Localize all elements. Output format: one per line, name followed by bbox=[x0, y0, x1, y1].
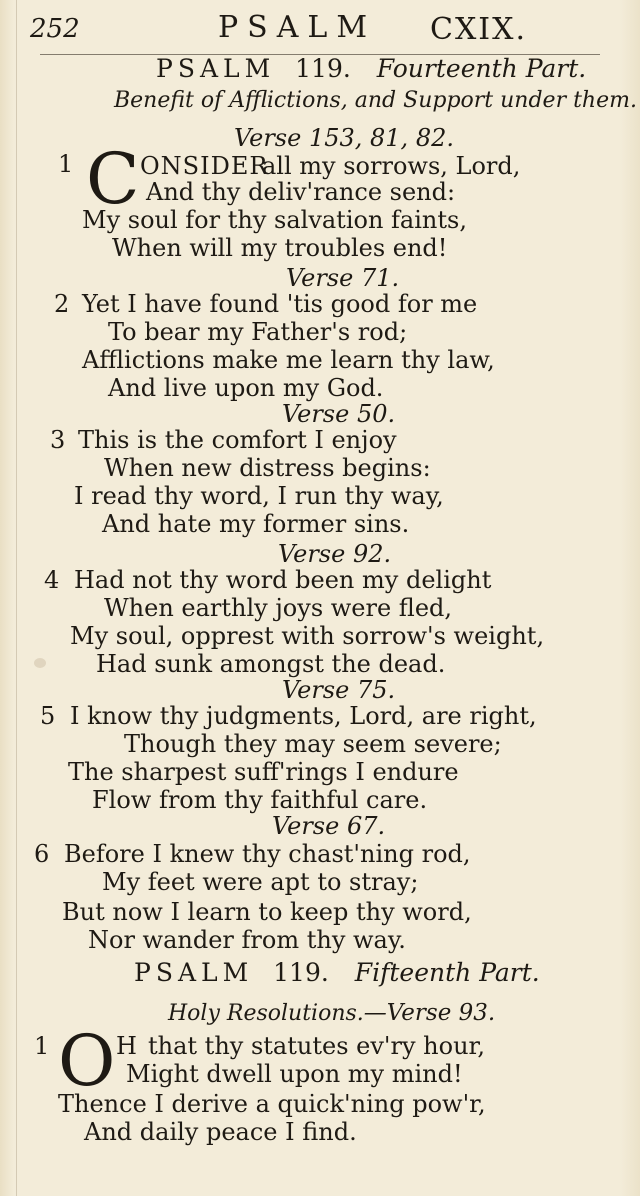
section-heading bbox=[156, 54, 586, 83]
gutter-shadow bbox=[16, 0, 17, 1196]
verse-line: Before I knew thy chast'ning rod, bbox=[64, 840, 471, 868]
stanza-number: 1 bbox=[34, 1032, 50, 1060]
stanza-number: 3 bbox=[50, 426, 66, 454]
stanza-number: 1 bbox=[58, 150, 74, 178]
verse-line: Nor wander from thy way. bbox=[88, 926, 406, 954]
verse-line: And daily peace I find. bbox=[84, 1118, 357, 1146]
verse-line: I know thy judgments, Lord, are right, bbox=[70, 702, 537, 730]
verse-line: My soul for thy salvation faints, bbox=[82, 206, 467, 234]
verse-line: Afflictions make me learn thy law, bbox=[82, 346, 495, 374]
verse-line: that thy statutes ev'ry hour, bbox=[148, 1032, 485, 1060]
verse-line: Had sunk amongst the dead. bbox=[96, 650, 446, 678]
stanza-number: 5 bbox=[40, 702, 56, 730]
stanza-number: 6 bbox=[34, 840, 50, 868]
drop-capital: C bbox=[86, 138, 140, 220]
stanza-4 bbox=[34, 566, 624, 686]
verse-line: And thy deliv'rance send: bbox=[146, 178, 456, 206]
verse-line: The sharpest suff'rings I endure bbox=[68, 758, 459, 786]
verse-reference: Verse 50. bbox=[282, 400, 396, 428]
psalm-numeral: CXIX. bbox=[430, 12, 528, 47]
verse-line: My soul, opprest with sorrow's weight, bbox=[70, 622, 545, 650]
verse-line: I read thy word, I run thy way, bbox=[74, 482, 444, 510]
verse-reference: Verse 153, 81, 82. bbox=[234, 124, 454, 152]
verse-reference: Verse 67. bbox=[272, 812, 386, 840]
heading-psalm: PSALM bbox=[156, 54, 276, 83]
verse-line: To bear my Father's rod; bbox=[108, 318, 408, 346]
verse-line: My feet were apt to stray; bbox=[102, 868, 419, 896]
verse-line: Though they may seem severe; bbox=[124, 730, 502, 758]
subtitle-text: Holy Resolutions. bbox=[168, 1001, 364, 1026]
verse-line: But now I learn to keep thy word, bbox=[62, 898, 472, 926]
stanza-3 bbox=[34, 426, 624, 546]
drop-capital: O bbox=[58, 1020, 116, 1102]
verse-reference: Verse 75. bbox=[282, 676, 396, 704]
verse-line: Might dwell upon my mind! bbox=[126, 1060, 463, 1088]
verse-line: And live upon my God. bbox=[108, 374, 384, 402]
verse-reference: Verse 92. bbox=[278, 540, 392, 568]
first-word: ONSIDER bbox=[140, 152, 269, 180]
verse-line: all my sorrows, Lord, bbox=[262, 152, 521, 180]
stanza-2 bbox=[34, 290, 624, 410]
first-word: H bbox=[116, 1032, 138, 1060]
verse-line: And hate my former sins. bbox=[102, 510, 410, 538]
section-subtitle: Benefit of Afflictions, and Support under them. bbox=[114, 88, 637, 113]
heading-part: Fourteenth Part. bbox=[376, 54, 587, 83]
stanza-number: 2 bbox=[54, 290, 70, 318]
verse-line: Yet I have found 'tis good for me bbox=[82, 290, 478, 318]
stanza-5 bbox=[34, 702, 624, 822]
running-title: PSALM bbox=[218, 10, 377, 45]
verse-line: When will my troubles end! bbox=[112, 234, 448, 262]
heading-number: 119. bbox=[295, 54, 351, 83]
verse-reference: —Verse 93. bbox=[363, 1000, 496, 1026]
section-heading bbox=[134, 958, 540, 987]
heading-number: 119. bbox=[273, 958, 329, 987]
verse-line: Had not thy word been my delight bbox=[74, 566, 492, 594]
section-subtitle bbox=[168, 1000, 495, 1026]
heading-psalm: PSALM bbox=[134, 958, 254, 987]
verse-line: This is the comfort I enjoy bbox=[78, 426, 397, 454]
stanza-1-part-15 bbox=[34, 1020, 624, 1162]
verse-line: When earthly joys were fled, bbox=[104, 594, 453, 622]
verse-line: Thence I derive a quick'ning pow'r, bbox=[58, 1090, 486, 1118]
verse-line: Flow from thy faithful care. bbox=[92, 786, 428, 814]
running-header bbox=[0, 8, 640, 52]
stanza-number: 4 bbox=[44, 566, 60, 594]
verse-line: When new distress begins: bbox=[104, 454, 431, 482]
page-number: 252 bbox=[30, 14, 80, 44]
stanza-6 bbox=[34, 840, 624, 960]
heading-part: Fifteenth Part. bbox=[354, 958, 540, 987]
verse-reference: Verse 71. bbox=[286, 264, 400, 292]
